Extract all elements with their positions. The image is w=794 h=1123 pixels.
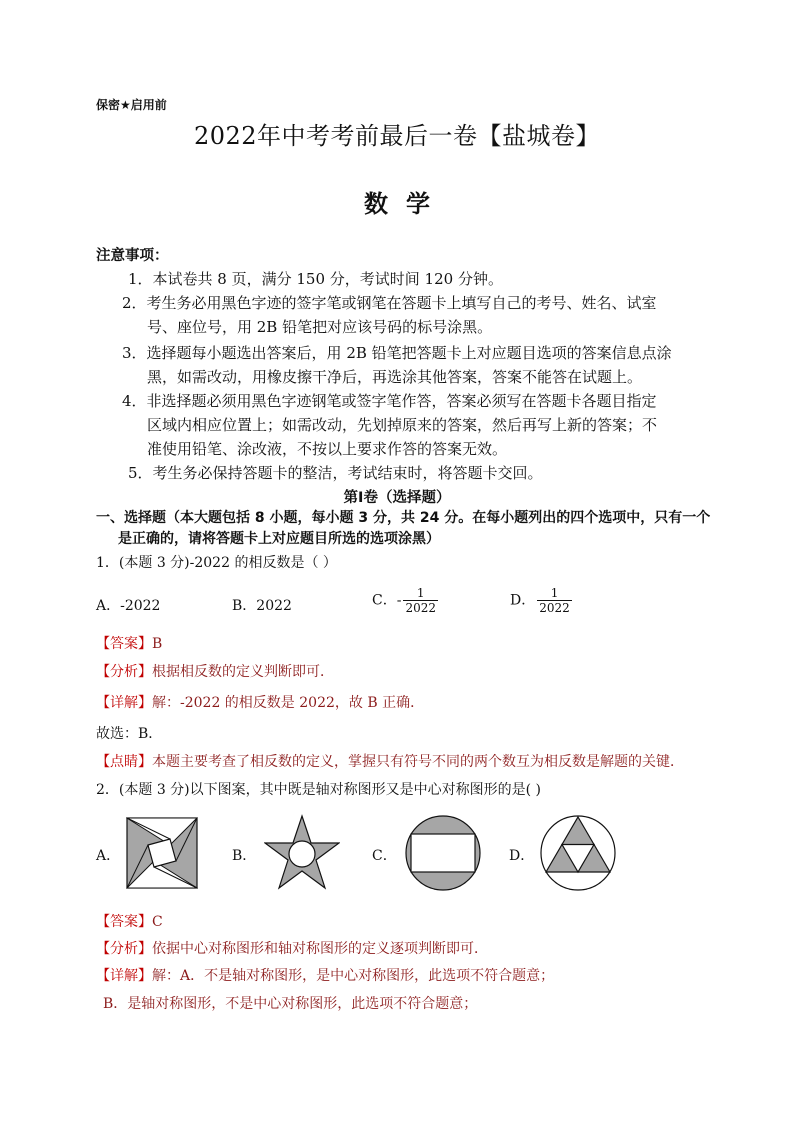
answer-tag: 【答案】 [96, 636, 152, 652]
q1-choose: 故选：B． [96, 726, 163, 742]
analysis-text: 依据中心对称图形和轴对称图形的定义逐项判断即可． [152, 941, 488, 957]
answer-value: C [152, 914, 163, 930]
q1-option-c-prefix: C．- [372, 592, 402, 609]
q1-option-b: B．2022 [232, 598, 292, 614]
q2-label-a: A． [96, 848, 121, 864]
notice-line-2-cont: 号、座位号，用 2B 铅笔把对应该号码的标号涂黑。 [147, 318, 493, 336]
part-heading-line1: 一、选择题（本大题包括 8 小题，每小题 3 分，共 24 分。在每小题列出的四个选项中，只有一个 [96, 510, 711, 526]
fraction-numerator: 1 [416, 586, 425, 600]
q2-figure-d [539, 814, 617, 892]
section-title: 第Ⅰ卷（选择题） [343, 490, 451, 506]
notice-line-4-cont2: 准使用铅笔、涂改液，不按以上要求作答的答案无效。 [147, 440, 508, 458]
q1-answer [96, 633, 162, 653]
answer-value: B [152, 636, 163, 652]
notice-line-5: 5．考生务必保持答题卡的整洁，考试结束时，将答题卡交回。 [128, 464, 543, 482]
fraction-denominator: 2022 [405, 601, 436, 615]
detail-tag: 【详解】 [96, 695, 152, 711]
notice-line-3: 3．选择题每小题选出答案后，用 2B 铅笔把答题卡上对应题目选项的答案信息点涂 [122, 344, 672, 362]
fraction-numerator: 1 [550, 586, 559, 600]
q1-option-d-fraction [537, 586, 572, 615]
q2-figure-b [264, 814, 340, 890]
detail-text: 解：-2022 的相反数是 2022，故 B 正确． [152, 695, 425, 711]
q1-option-c [372, 586, 438, 615]
q2-figure-a [126, 817, 198, 889]
notice-line-1: 1．本试卷共 8 页，满分 150 分，考试时间 120 分钟。 [128, 270, 503, 288]
detail-text: 解：A．不是轴对称图形，是中心对称图形，此选项不符合题意； [152, 968, 555, 984]
confidential-mark: 保密★启用前 [96, 98, 167, 112]
exam-title: 2022年中考考前最后一卷【盐城卷】 [193, 122, 601, 150]
q2-detail [96, 965, 554, 985]
q1-stem: 1．(本题 3 分)-2022 的相反数是（ ） [96, 555, 337, 571]
q1-detail [96, 692, 424, 712]
q2-figure-c [404, 814, 482, 892]
notice-line-4: 4．非选择题必须用黑色字迹钢笔或签字笔作答，答案必须写在答题卡各题目指定 [122, 392, 657, 410]
fraction-denominator: 2022 [539, 601, 570, 615]
detail-tag: 【详解】 [96, 968, 152, 984]
q1-option-d-prefix: D． [510, 592, 536, 609]
q1-option-d [510, 586, 572, 615]
q2-label-c: C． [372, 848, 397, 864]
q1-comment [96, 751, 684, 771]
comment-tag: 【点睛】 [96, 754, 152, 770]
comment-text: 本题主要考查了相反数的定义，掌握只有符号不同的两个数互为相反数是解题的关键． [152, 754, 684, 770]
answer-tag: 【答案】 [96, 914, 152, 930]
q2-stem: 2．(本题 3 分)以下图案，其中既是轴对称图形又是中心对称图形的是( ) [96, 782, 542, 798]
q1-option-a: A．-2022 [96, 598, 161, 614]
analysis-tag: 【分析】 [96, 941, 152, 957]
part-heading-line2: 是正确的，请将答题卡上对应题目所选的选项涂黑） [118, 531, 440, 547]
notice-line-4-cont: 区域内相应位置上；如需改动，先划掉原来的答案，然后再写上新的答案；不 [147, 416, 658, 434]
q2-label-d: D． [509, 848, 535, 864]
q2-analysis [96, 938, 488, 958]
subject-title: 数学 [364, 189, 448, 218]
notice-line-3-cont: 黑，如需改动，用橡皮擦干净后，再选涂其他答案，答案不能答在试题上。 [147, 368, 643, 386]
q2-label-b: B． [232, 848, 257, 864]
notice-heading: 注意事项： [96, 248, 169, 264]
notice-line-2: 2．考生务必用黑色字迹的签字笔或钢笔在答题卡上填写自己的考号、姓名、试室 [122, 294, 657, 312]
q2-answer [96, 911, 163, 931]
q1-analysis [96, 661, 334, 681]
analysis-text: 根据相反数的定义判断即可． [152, 664, 334, 680]
analysis-tag: 【分析】 [96, 664, 152, 680]
q2-detail-2: B．是轴对称图形，不是中心对称图形，此选项不符合题意； [103, 996, 478, 1012]
q1-option-c-fraction [403, 586, 438, 615]
